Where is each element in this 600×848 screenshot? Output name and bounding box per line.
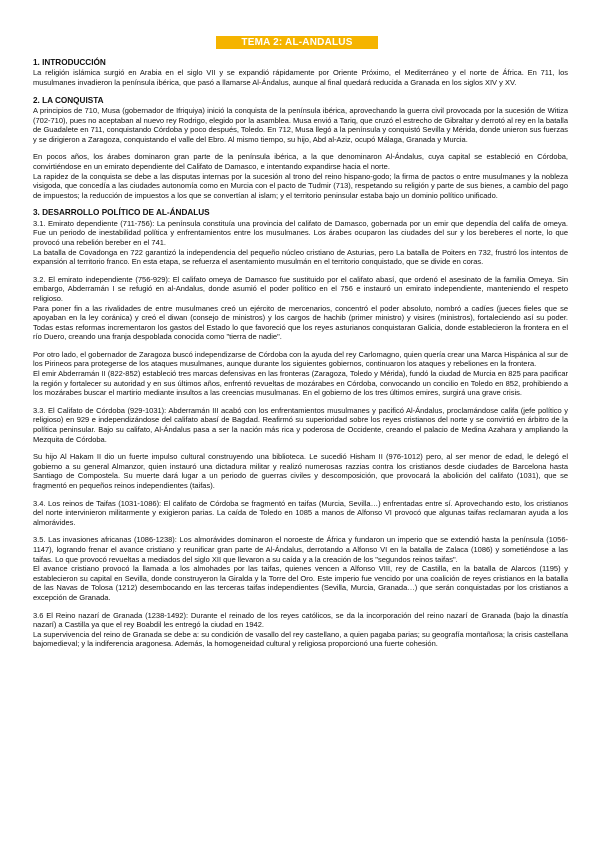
paragraph: Por otro lado, el gobernador de Zaragoza buscó independizarse de Córdoba con la ayuda del rey Carlomagno, quien quería crear una Marca Hispánica al sur de los Pirineos para protegerse de los ataques musulmanes, aunque durante los siguientes gobiernos, continuaron los ataques y rebeliones en la frontera. <box>33 349 568 369</box>
paragraph: La batalla de Covadonga en 722 garantizó la independencia del pequeño núcleo cristiano de Asturias, pero La batalla de Poiters en 732, frustró los intentos de expansión al territorio franco. En esta etapa, se refuerza el asentamiento musulmán en el territorio conquistado, que se divide en coras. <box>33 247 568 267</box>
paragraph: Para poner fin a las rivalidades de entre musulmanes creó un ejército de mercenarios, concentró el poder absoluto, nombró a cadíes (jueces fieles que se apoyaban en la ley coránica) y creó el diwan (consejo de ministros) y los cargos de hachib (primer ministro) y visires (ministros), fortaleciendo así su poder. Todas estas reformas incrementaron los gastos del Estado lo que favoreció que los reyes asturianos conquistaran Galicia, donde establecieron la frontera en el río Duero, creando una franja despoblada conocida como "tierra de nadie". <box>33 303 568 342</box>
paragraph: Su hijo Al Hakam II dio un fuerte impulso cultural construyendo una biblioteca. Le sucedió Hisham II (976-1012) pero, al ser menor de edad, le delegó el gobierno a su general Almanzor, quien instauró una dictadura militar y realizó numerosas razzias contra los cristianos desde ciudades de Barcelona hasta Santiago de Compostela. Su muerte dará lugar a un periodo de guerras civiles y descomposición, que provocará la abolición del califato (1031), que se fragmentó en pequeños reinos independientes (taifas). <box>33 452 568 490</box>
paragraph: 3.1. Emirato dependiente (711-756): La península constituía una provincia del califato de Damasco, gobernada por un emir que dependía del califa de omeya. Fue un periodo de inestabilidad política y enfrentamientos entre los musulmanes. Los árabes ocuparon las ciudades del sur y los bereberes el norte, lo que provocó una rebelión bereber en el 741. <box>33 218 568 247</box>
paragraph: El emir Abderramán II (822-852) estableció tres marcas defensivas en las fronteras (Zaragoza, Toledo y Mérida), fundó la ciudad de Murcia en 825 para pacificar la región y fortalecer su autoridad y en sus últimos años, enfrentó revueltas de mozárabes en Córdoba, convocando un concilio en Toledo en 852, prohibiendo a los mozárabes buscar el martirio mediante insultos a las creencias musulmanas. En el gobierno de los tres últimos emires, surgirá una grave crisis. <box>33 369 568 398</box>
paragraph: La religión islámica surgió en Arabia en el siglo VII y se expandió rápidamente por Oriente Próximo, el Mediterráneo y el norte de África. En 711, los musulmanes invadieron la península ibérica, que pasó a llamarse Al-Ándalus, aunque al final quedará reducida a Granada en los siglos XIV y XV. <box>33 68 568 87</box>
paragraph: 3.2. El emirato independiente (756-929): El califato omeya de Damasco fue sustituido por el califato abasí, que ordenó el asesinato de la familia Omeya. Sin embargo, Abderramán I se refugió en al-Andalus, donde asumió el poder político en el 756 e instauró un emirato independiente, manteniendo el respeto religioso. <box>33 274 568 303</box>
document-body <box>33 58 568 649</box>
document-title: TEMA 2: AL-ANDALUS <box>216 36 378 49</box>
paragraph: 3.5. Las invasiones africanas (1086-1238): Los almorávides dominaron el noroeste de África y fundaron un imperio que se extendió hasta la península (1056-1147), logrando frenar el avance cristiano y reunificar gran parte de Al-Ándalus, derrotando a Alfonso VI en la batalla de Zalaca (1086) y sometiéndose a las taifas. Lo que provocó revueltas a mediados del siglo XII que llevaron a su caída y a la creación de los "segundos reinos taifas". <box>33 535 568 564</box>
paragraph: 3.4. Los reinos de Taifas (1031-1086): El califato de Córdoba se fragmentó en taifas (Murcia, Sevilla…) enfrentadas entre sí. Aprovechando esto, los cristianos del norte intervinieron militarmente y exigieron parias. La caída de Toledo en 1085 a manos de Alfonso VI provocó que algunas taifas reclamaran ayuda a los almorávides. <box>33 498 568 527</box>
paragraph: A principios de 710, Musa (gobernador de Ifriquiya) inició la conquista de la península ibérica, aprovechando la guerra civil provocada por la sucesión de Witiza (702-710), pues no aceptaban al nuevo rey Rodrigo, elegido por la asamblea. Musa envió a Tariq, que cruzó el estrecho de Gibraltar y derrotó al rey en la batalla de Guadalete en 711, conquistando Córdoba y poco después, Toledo. En 712, Musa llegó a la península y conquistó Sevilla y Mérida, donde unieron sus fuerzas y se dirigieron a Zaragoza, conquistando el valle del Ebro. Al mismo tiempo, su hijo, Abd al-Aziz, ocupó Málaga, Granada y Murcia. <box>33 106 568 144</box>
section-heading-intro: 1. INTRODUCCIÓN <box>33 58 106 67</box>
section-heading-desarrollo: 3. DESARROLLO POLÍTICO DE AL-ÁNDALUS <box>33 208 210 218</box>
paragraph: La rapidez de la conquista se debe a las disputas internas por la sucesión al trono del reino hispano-godo; la firma de pactos o entre musulmanes y la nobleza visigoda, que concedía a las ciudades autonomía como en Murcia con el pacto de Tudmir (713), respetando su religión y parte de sus bienes, a cambio del pago de impuestos; la reducción de impuestos a los que se convertían al islam; y el territorio peninsular estaba bajo un dominio político unificado. <box>33 171 568 200</box>
section-heading-conquista: 2. LA CONQUISTA <box>33 95 104 105</box>
paragraph: En pocos años, los árabes dominaron gran parte de la península ibérica, a la que denominaron Al-Ándalus, cuya capital se estableció en Córdoba, convirtiéndose en un emirato dependiente del Califato de Damasco, e intentando expandirse hacia el norte. <box>33 152 568 171</box>
paragraph: La supervivencia del reino de Granada se debe a: su condición de vasallo del rey castellano, a quien pagaba parias; su geografía montañosa; la crisis castellana bajomedieval; y la indiferencia aragonesa. Además, la homogeneidad cultural y religiosa proporcionó una fuerte cohesión. <box>33 629 568 649</box>
paragraph: El avance cristiano provocó la llamada a los almohades por las taifas, quienes vencen a Alfonso VIII, rey de Castilla, en la batalla de Alarcos (1195) y establecieron su capital en Sevilla, donde construyeron la Giralda y la Torre del Oro. Este imperio fue vencido por una coalición de reyes cristianos en la batalla de las Navas de Tolosa (1212) desembocando en las terceras taifas independientes (Sevilla, Murcia, Granada…) que serán conquistadas por los cristianos a excepción de Granada. <box>33 564 568 602</box>
paragraph: 3.6 El Reino nazarí de Granada (1238-1492): Durante el reinado de los reyes católicos, se da la incorporación del reino nazarí de Granada (bajo la dinastía nazarí) a Castilla ya que el rey Boabdil les entregó la ciudad en 1942. <box>33 610 568 630</box>
paragraph: 3.3. El Califato de Córdoba (929-1031): Abderramán III acabó con los enfrentamientos musulmanes y pacificó Al-Ándalus, proclamándose califa (jefe político y religioso) en 929 e independizándose del califato abasí de Bagdad. Reafirmó su superioridad sobre los reyes cristianos del norte y se convirtió en árbitro de la política peninsular. Bajo su califato, Al-Ándalus pasa a ser la nación más rica y poderosa de Occidente, creando el palacio de Medina Azahara y ampliando la Mezquita de Córdoba. <box>33 405 568 444</box>
